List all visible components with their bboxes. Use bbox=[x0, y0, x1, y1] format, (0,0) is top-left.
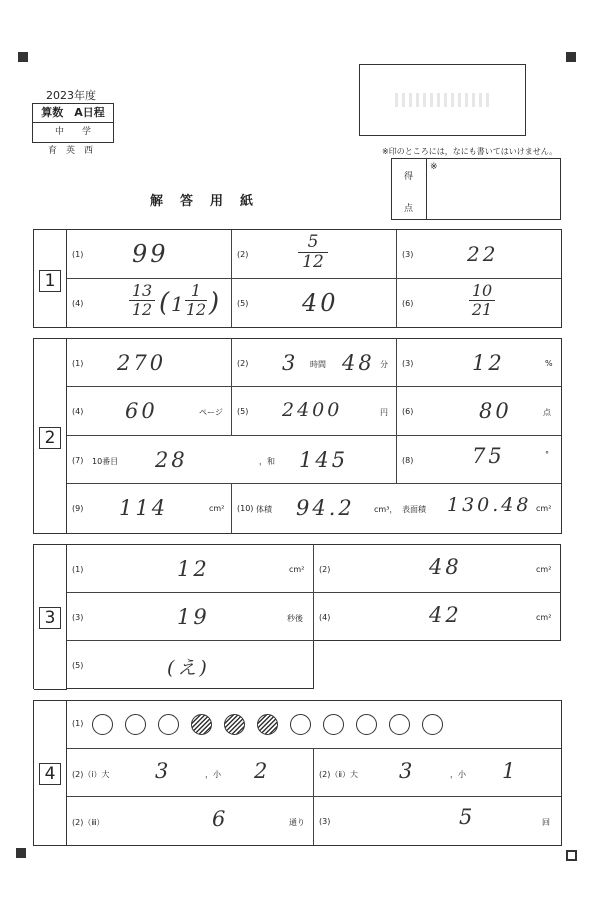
s4-answer-2iii-unit: 通り bbox=[289, 818, 305, 827]
section-2-number: 2 bbox=[39, 427, 61, 449]
s2-answer-7-separator: ，和 bbox=[259, 457, 275, 466]
s2-answer-2-minutes: 48 bbox=[342, 351, 375, 375]
s1-answer-1-label: (1) bbox=[72, 250, 84, 259]
s3-answer-4-label: (4) bbox=[319, 613, 331, 622]
subject-label: 算数 A日程 bbox=[33, 104, 113, 123]
empty-circle bbox=[356, 714, 377, 735]
s2-answer-3-cell bbox=[397, 339, 561, 387]
section-1-number: 1 bbox=[39, 270, 61, 292]
s2-answer-6-unit: 点 bbox=[543, 408, 551, 417]
s3-answer-1-unit: cm² bbox=[289, 565, 305, 574]
score-box bbox=[391, 158, 561, 220]
s1-answer-6-fraction bbox=[469, 282, 495, 319]
empty-circle bbox=[92, 714, 113, 735]
s2-answer-10-volume-unit: cm³， bbox=[374, 505, 398, 514]
section-2 bbox=[33, 338, 562, 534]
s4-answer-3-value: 5 bbox=[459, 805, 476, 829]
s1-answer-4-fraction bbox=[129, 282, 155, 319]
s1-answer-1-cell bbox=[67, 230, 232, 279]
s2-answer-4-label: (4) bbox=[72, 407, 84, 416]
s1-answer-4-numerator: 13 bbox=[131, 281, 153, 300]
s2-answer-3-value: 12 bbox=[472, 351, 505, 375]
s4-answer-2i-label: (2)（ⅰ）大 bbox=[72, 770, 110, 779]
s2-answer-4-unit: ページ bbox=[199, 408, 223, 417]
section-4-number-cell bbox=[34, 701, 67, 845]
s4-answer-1-label: (1) bbox=[72, 719, 84, 728]
s1-answer-4-label: (4) bbox=[72, 299, 84, 308]
s4-circle-row bbox=[92, 714, 452, 738]
s2-answer-7-label: (7) bbox=[72, 456, 84, 465]
s3-answer-2-label: (2) bbox=[319, 565, 331, 574]
empty-circle bbox=[290, 714, 311, 735]
s2-answer-8-unit: ° bbox=[545, 450, 549, 459]
s2-answer-10-cell bbox=[232, 484, 561, 533]
s4-answer-2ii-small: 1 bbox=[502, 759, 519, 783]
s3-answer-3-label: (3) bbox=[72, 613, 84, 622]
empty-circle bbox=[422, 714, 443, 735]
s2-answer-5-unit: 円 bbox=[380, 408, 388, 417]
s2-answer-10-volume: 94.2 bbox=[296, 496, 355, 520]
s1-answer-4-cell bbox=[67, 279, 232, 327]
s2-answer-5-label: (5) bbox=[237, 407, 249, 416]
s2-answer-8-label: (8) bbox=[402, 456, 414, 465]
section-3-number-cell bbox=[34, 545, 67, 690]
s4-answer-2i-big: 3 bbox=[155, 759, 172, 783]
s2-answer-8-cell bbox=[397, 436, 561, 484]
s1-answer-2-denominator: 12 bbox=[302, 252, 324, 272]
s3-answer-1-cell bbox=[67, 545, 314, 593]
s3-answer-5-cell bbox=[67, 641, 314, 689]
s2-answer-3-label: (3) bbox=[402, 359, 414, 368]
score-mark: ※ bbox=[430, 162, 438, 172]
s4-answer-3-label: (3) bbox=[319, 817, 331, 826]
s2-answer-8-value: 75 bbox=[472, 444, 505, 468]
s1-answer-5-cell bbox=[232, 279, 397, 327]
s2-answer-1-label: (1) bbox=[72, 359, 84, 368]
s1-answer-4-paren-open: ( bbox=[159, 288, 173, 318]
s3-answer-4-value: 42 bbox=[429, 603, 462, 627]
s1-answer-4-mixed-fraction bbox=[185, 282, 207, 319]
s1-answer-4-denominator: 12 bbox=[131, 300, 153, 319]
s1-answer-2-numerator: 5 bbox=[307, 232, 319, 252]
s1-answer-1-value: 99 bbox=[132, 240, 169, 268]
section-3-number: 3 bbox=[39, 607, 61, 629]
empty-circle bbox=[389, 714, 410, 735]
section-4 bbox=[33, 700, 562, 846]
s2-answer-6-cell bbox=[397, 387, 561, 436]
s2-answer-10-label: (10) bbox=[237, 504, 254, 513]
s4-answer-2i-cell bbox=[67, 749, 314, 797]
s1-answer-6-numerator: 10 bbox=[471, 281, 493, 300]
s2-answer-7-sublabel: 10番目 bbox=[92, 457, 119, 466]
s3-answer-3-unit: 秒後 bbox=[287, 614, 303, 623]
s2-answer-2-hours: 3 bbox=[282, 351, 299, 375]
s3-answer-1-value: 12 bbox=[177, 557, 210, 581]
s1-answer-4-mixed-whole: 1 bbox=[171, 292, 187, 316]
s4-answer-2iii-label: (2)（ⅲ） bbox=[72, 818, 105, 827]
s3-answer-1-label: (1) bbox=[72, 565, 84, 574]
s1-answer-5-label: (5) bbox=[237, 299, 249, 308]
s2-answer-4-value: 60 bbox=[125, 399, 158, 423]
s1-answer-6-cell bbox=[397, 279, 561, 327]
s4-answer-2ii-cell bbox=[314, 749, 561, 797]
notice-text: ※印のところには，なにも書いてはいけません。 bbox=[382, 147, 558, 156]
year-label: 2023年度 bbox=[46, 89, 96, 102]
section-1-number-cell bbox=[34, 230, 67, 327]
s2-answer-10-volume-label: 体積 bbox=[256, 505, 272, 514]
school-level-label: 中 学 bbox=[54, 127, 91, 137]
shaded-circle bbox=[191, 714, 212, 735]
s2-answer-10-area-label: 表面積 bbox=[402, 505, 426, 514]
s2-answer-7-value: 28 bbox=[155, 448, 188, 472]
s1-answer-5-value: 40 bbox=[302, 289, 339, 317]
barcode-placeholder bbox=[395, 93, 490, 107]
s2-answer-7-cell bbox=[67, 436, 397, 484]
s2-answer-1-cell bbox=[67, 339, 232, 387]
s1-answer-4-mixed-numerator: 1 bbox=[190, 281, 202, 300]
s3-answer-5-label: (5) bbox=[72, 661, 84, 670]
s2-answer-3-unit: % bbox=[545, 359, 553, 368]
score-label-top: 得 bbox=[404, 172, 414, 182]
score-label-bottom: 点 bbox=[404, 204, 414, 214]
section-4-number: 4 bbox=[39, 763, 61, 785]
school-name-label: 育 英 西 bbox=[48, 146, 94, 156]
registration-mark-top-right bbox=[566, 52, 576, 62]
s2-answer-1-value: 270 bbox=[117, 351, 167, 375]
s2-answer-2-minutes-unit: 分 bbox=[380, 360, 388, 369]
s1-answer-6-label: (6) bbox=[402, 299, 414, 308]
section-3 bbox=[33, 544, 561, 689]
empty-circle bbox=[125, 714, 146, 735]
s2-answer-5-cell bbox=[232, 387, 397, 436]
s2-answer-2-cell bbox=[232, 339, 397, 387]
s3-answer-5-value: (え) bbox=[167, 657, 210, 679]
s1-answer-3-label: (3) bbox=[402, 250, 414, 259]
registration-mark-top-left bbox=[18, 52, 28, 62]
s1-answer-3-value: 22 bbox=[467, 242, 499, 266]
s2-answer-9-value: 114 bbox=[119, 496, 169, 520]
s2-answer-10-area: 130.48 bbox=[447, 494, 532, 516]
s2-answer-9-unit: cm² bbox=[209, 504, 225, 513]
s2-answer-6-label: (6) bbox=[402, 407, 414, 416]
s1-answer-2-fraction bbox=[298, 233, 328, 272]
s4-answer-2iii-cell bbox=[67, 797, 314, 845]
s4-answer-2ii-label: (2)（ⅱ）大 bbox=[319, 770, 358, 779]
s1-answer-6-denominator: 21 bbox=[471, 300, 493, 319]
s2-answer-6-value: 80 bbox=[479, 399, 512, 423]
s4-answer-2i-small: 2 bbox=[254, 759, 271, 783]
s3-answer-3-value: 19 bbox=[177, 605, 210, 629]
s3-answer-4-unit: cm² bbox=[536, 613, 552, 622]
shaded-circle bbox=[257, 714, 278, 735]
s4-answer-2ii-separator: ，小 bbox=[450, 770, 466, 779]
score-label-cell bbox=[392, 159, 427, 219]
s3-answer-2-unit: cm² bbox=[536, 565, 552, 574]
section-2-number-cell bbox=[34, 339, 67, 533]
s4-answer-2i-separator: ，小 bbox=[205, 770, 221, 779]
s1-answer-4-paren-close: ) bbox=[209, 288, 223, 318]
s2-answer-5-value: 2400 bbox=[282, 399, 343, 421]
s4-answer-1-cell bbox=[67, 701, 561, 749]
s4-answer-2ii-big: 3 bbox=[399, 759, 416, 783]
s4-answer-3-unit: 回 bbox=[542, 818, 550, 827]
s1-answer-2-label: (2) bbox=[237, 250, 249, 259]
barcode-box bbox=[359, 64, 526, 136]
s3-answer-3-cell bbox=[67, 593, 314, 641]
s1-answer-3-cell bbox=[397, 230, 561, 279]
s3-answer-2-value: 48 bbox=[429, 555, 462, 579]
s2-answer-2-hours-unit: 時間 bbox=[310, 360, 326, 369]
s2-answer-7-sum: 145 bbox=[299, 448, 349, 472]
s2-answer-4-cell bbox=[67, 387, 232, 436]
s2-answer-10-area-unit: cm² bbox=[536, 504, 552, 513]
s2-answer-9-cell bbox=[67, 484, 232, 533]
s4-answer-2iii-value: 6 bbox=[212, 807, 229, 831]
shaded-circle bbox=[224, 714, 245, 735]
subject-box bbox=[32, 103, 114, 143]
s1-answer-4-mixed-denominator: 12 bbox=[185, 300, 207, 319]
page-title: 解 答 用 紙 bbox=[150, 194, 256, 209]
s2-answer-2-label: (2) bbox=[237, 359, 249, 368]
s2-answer-9-label: (9) bbox=[72, 504, 84, 513]
section-1 bbox=[33, 229, 562, 328]
s3-answer-2-cell bbox=[314, 545, 561, 593]
registration-mark-bottom-left bbox=[16, 848, 26, 858]
s4-answer-3-cell bbox=[314, 797, 561, 845]
s1-answer-2-cell bbox=[232, 230, 397, 279]
empty-circle bbox=[158, 714, 179, 735]
s3-answer-4-cell bbox=[314, 593, 561, 641]
registration-mark-bottom-right bbox=[566, 850, 577, 861]
empty-circle bbox=[323, 714, 344, 735]
